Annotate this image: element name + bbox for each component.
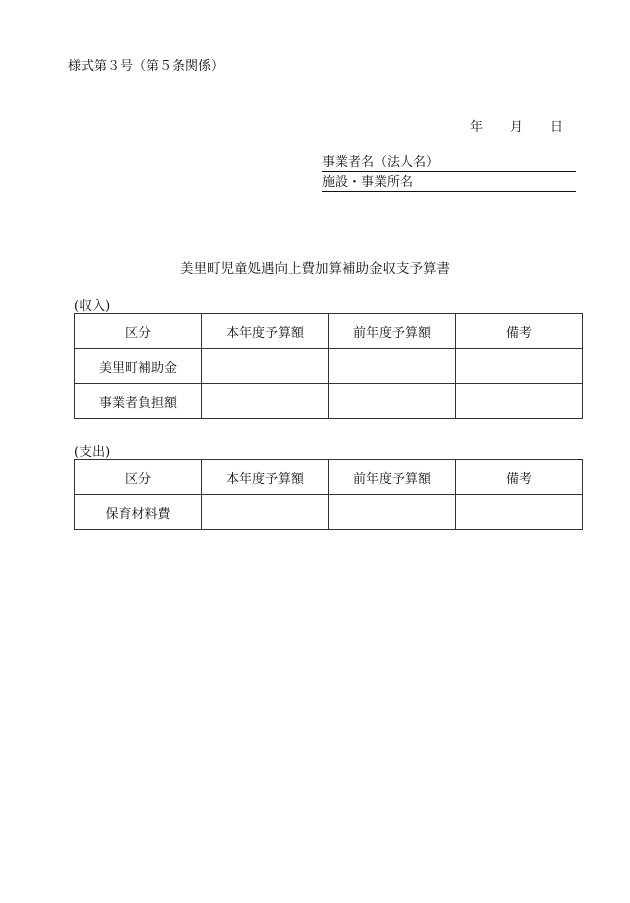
row-category: 美里町補助金 bbox=[75, 349, 202, 384]
table-header-row bbox=[75, 460, 583, 495]
note-cell[interactable] bbox=[456, 349, 583, 384]
applicant-name-field[interactable] bbox=[322, 155, 576, 172]
table-row bbox=[75, 349, 583, 384]
table-row bbox=[75, 495, 583, 530]
header-category: 区分 bbox=[75, 314, 202, 349]
income-section-label: (収入) bbox=[74, 299, 111, 314]
facility-name-field[interactable] bbox=[322, 175, 576, 192]
header-note: 備考 bbox=[456, 314, 583, 349]
row-category: 保育材料費 bbox=[75, 495, 202, 530]
table-row bbox=[75, 384, 583, 419]
header-category: 区分 bbox=[75, 460, 202, 495]
date-month: 月 bbox=[510, 120, 524, 135]
form-number: 様式第３号（第５条関係） bbox=[68, 59, 225, 74]
current-budget-cell[interactable] bbox=[202, 349, 329, 384]
expense-table bbox=[74, 459, 583, 530]
current-budget-cell[interactable] bbox=[202, 384, 329, 419]
income-table bbox=[74, 313, 583, 419]
note-cell[interactable] bbox=[456, 384, 583, 419]
table-header-row bbox=[75, 314, 583, 349]
previous-budget-cell[interactable] bbox=[329, 349, 456, 384]
date-year: 年 bbox=[470, 120, 484, 135]
note-cell[interactable] bbox=[456, 495, 583, 530]
header-current-budget: 本年度予算額 bbox=[202, 314, 329, 349]
previous-budget-cell[interactable] bbox=[329, 495, 456, 530]
date-line bbox=[470, 116, 563, 135]
header-note: 備考 bbox=[456, 460, 583, 495]
previous-budget-cell[interactable] bbox=[329, 384, 456, 419]
document-title: 美里町児童処遇向上費加算補助金収支予算書 bbox=[180, 261, 450, 277]
current-budget-cell[interactable] bbox=[202, 495, 329, 530]
header-previous-budget: 前年度予算額 bbox=[329, 314, 456, 349]
date-day: 日 bbox=[550, 120, 564, 135]
facility-name-label: 施設・事業所名 bbox=[322, 175, 414, 190]
header-previous-budget: 前年度予算額 bbox=[329, 460, 456, 495]
expense-section-label: (支出) bbox=[74, 445, 111, 460]
row-category: 事業者負担額 bbox=[75, 384, 202, 419]
applicant-name-label: 事業者名（法人名） bbox=[322, 155, 440, 170]
header-current-budget: 本年度予算額 bbox=[202, 460, 329, 495]
